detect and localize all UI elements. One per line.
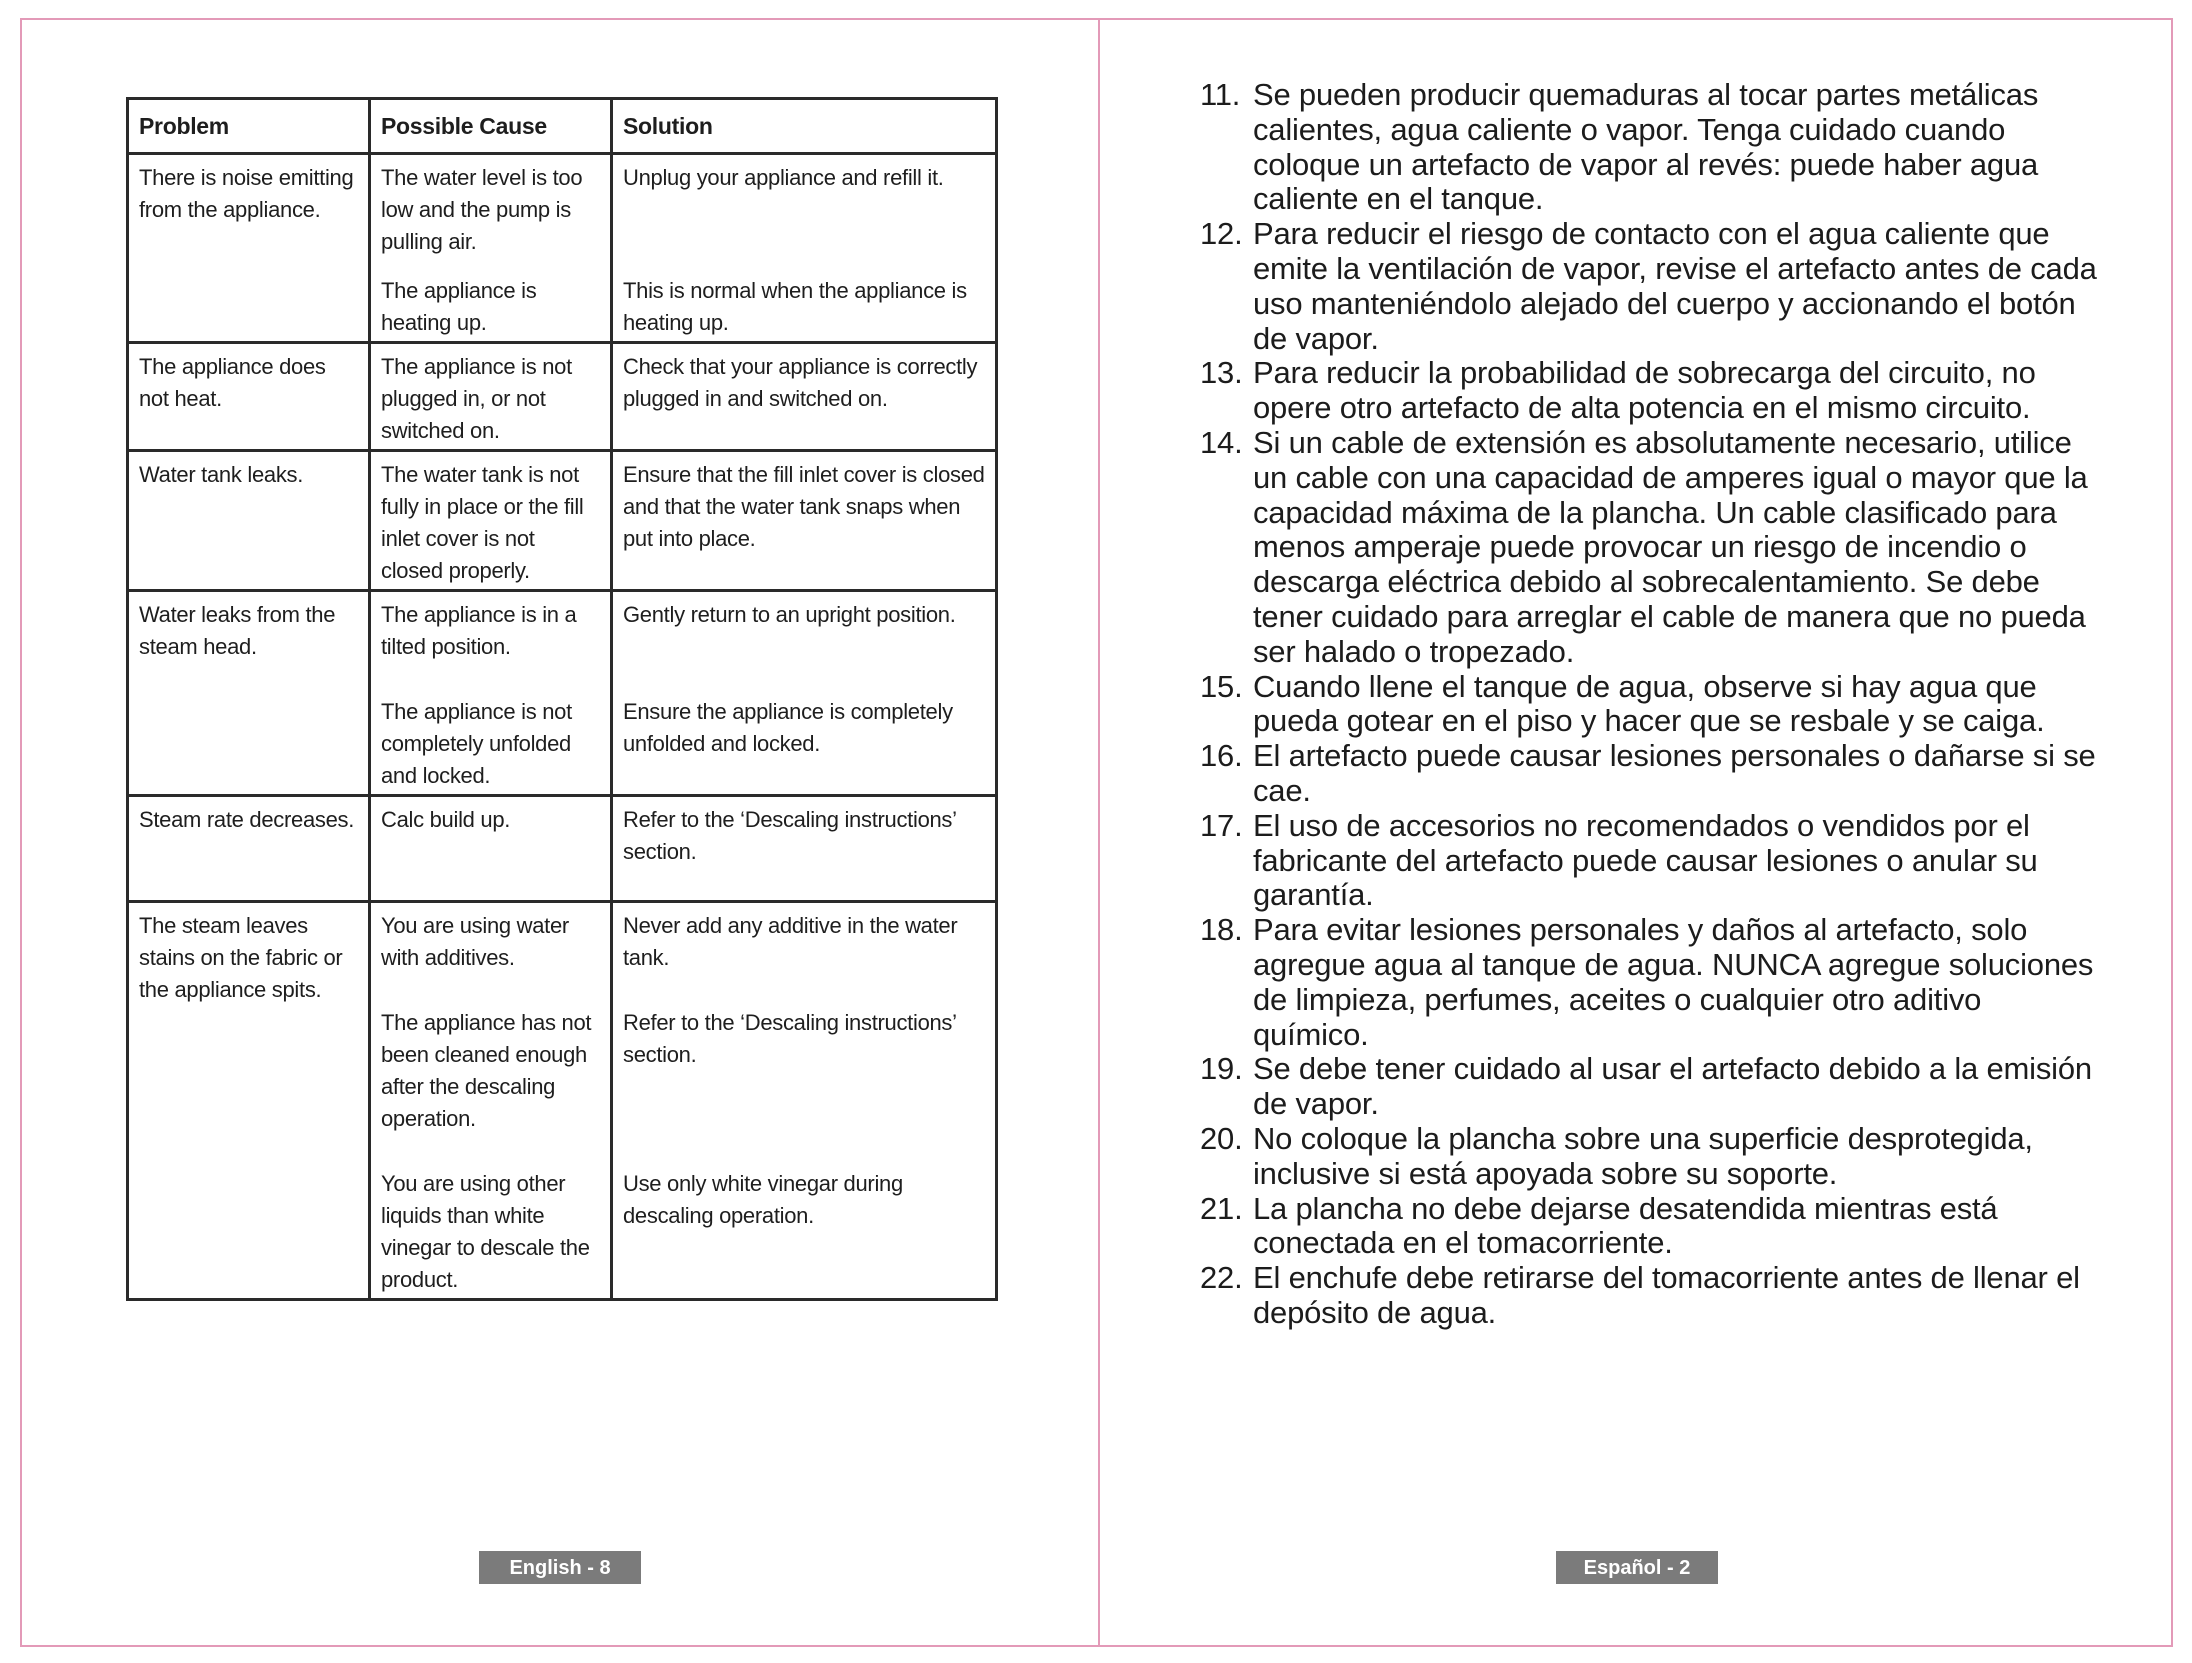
page-fold-divider xyxy=(1098,18,1100,1647)
item-number: 16. xyxy=(1200,738,1243,774)
cause-cell xyxy=(370,902,612,1300)
list-item xyxy=(1200,809,2100,913)
list-item xyxy=(1200,1261,2100,1331)
item-number: 19. xyxy=(1200,1051,1243,1087)
item-text: El uso de accesorios no recomendados o vendidos por el fabricante del artefacto puede causar lesiones o anular su garantía. xyxy=(1253,807,2038,913)
problem-cell: The steam leaves stains on the fabric or the appliance spits. xyxy=(128,902,370,1300)
solution-cell: Refer to the ‘Descaling instructions’ section. xyxy=(612,796,997,902)
solution-cell xyxy=(612,902,997,1300)
solution-text: Ensure the appliance is completely unfolded and locked. xyxy=(623,699,953,756)
item-text: La plancha no debe dejarse desatendida mientras está conectada en el tomacorriente. xyxy=(1253,1190,1998,1261)
item-number: 21. xyxy=(1200,1190,1243,1226)
item-text: Se debe tener cuidado al usar el artefacto debido a la emisión de vapor. xyxy=(1253,1051,2092,1122)
item-text: El enchufe debe retirarse del tomacorriente antes de llenar el depósito de agua. xyxy=(1253,1260,2080,1330)
list-item xyxy=(1200,1052,2100,1122)
item-text: Cuando llene el tanque de agua, observe si hay agua que pueda gotear en el piso y hacer que se resbale y se caiga. xyxy=(1253,668,2045,739)
cause-cell: The appliance is not plugged in, or not switched on. xyxy=(370,343,612,451)
item-number: 17. xyxy=(1200,807,1243,843)
item-number: 22. xyxy=(1200,1260,1243,1296)
list-item xyxy=(1200,739,2100,809)
problem-cell: There is noise emitting from the appliance. xyxy=(128,154,370,343)
list-item xyxy=(1200,1122,2100,1192)
item-number: 18. xyxy=(1200,912,1243,948)
table-row xyxy=(128,902,997,1300)
item-text: Para reducir la probabilidad de sobrecarga del circuito, no opere otro artefacto de alta potencia en el mismo circuito. xyxy=(1253,355,2036,426)
header-possible-cause: Possible Cause xyxy=(370,99,612,154)
page-number-right: Español - 2 xyxy=(1556,1551,1718,1584)
cause-text: The appliance is not completely unfolded and locked. xyxy=(381,699,572,788)
list-item xyxy=(1200,913,2100,1052)
item-number: 14. xyxy=(1200,424,1243,460)
problem-cell: The appliance does not heat. xyxy=(128,343,370,451)
list-item xyxy=(1200,1192,2100,1262)
item-number: 20. xyxy=(1200,1120,1243,1156)
list-item xyxy=(1200,426,2100,670)
problem-cell: Water leaks from the steam head. xyxy=(128,591,370,796)
item-number: 12. xyxy=(1200,216,1243,252)
cause-cell: Calc build up. xyxy=(370,796,612,902)
cause-text: The appliance is in a tilted position. xyxy=(381,602,577,659)
list-item xyxy=(1200,217,2100,356)
cause-text: The water level is too low and the pump is pulling air. xyxy=(381,165,583,254)
item-text: Para reducir el riesgo de contacto con el agua caliente que emite la ventilación de vapor, revise el artefacto antes de cada uso manteniéndolo alejado del cuerpo y accionando el botón de vapor. xyxy=(1253,216,2097,356)
item-number: 11. xyxy=(1200,77,1241,112)
item-text: Si un cable de extensión es absolutamente necesario, utilice un cable con una capacidad de amperes igual o mayor que la capacidad máxima de la plancha. Un cable clasificado para menos amperaje puede provocar un riesgo de incendio o descarga eléctrica debido al sobrecalentamiento. Se debe tener cuidado para arreglar el cable de manera que no pueda ser halado o tropezado. xyxy=(1253,424,2088,669)
item-number: 13. xyxy=(1200,355,1243,391)
problem-cell: Water tank leaks. xyxy=(128,451,370,591)
solution-text: This is normal when the appliance is heating up. xyxy=(623,278,967,335)
item-text: Se pueden producir quemaduras al tocar partes metálicas calientes, agua caliente o vapor. Tenga cuidado cuando coloque un artefacto de vapor al revés: puede haber agua caliente en el tanque. xyxy=(1253,77,2039,217)
solution-text: Use only white vinegar during descaling operation. xyxy=(623,1171,903,1228)
solution-cell xyxy=(612,154,997,343)
solution-text: Never add any additive in the water tank. xyxy=(623,913,958,970)
solution-text: Refer to the ‘Descaling instructions’ section. xyxy=(623,1010,956,1067)
problem-cell: Steam rate decreases. xyxy=(128,796,370,902)
solution-text: Unplug your appliance and refill it. xyxy=(623,165,944,190)
solution-cell: Check that your appliance is correctly plugged in and switched on. xyxy=(612,343,997,451)
cause-cell xyxy=(370,154,612,343)
table-row xyxy=(128,154,997,343)
solution-text: Gently return to an upright position. xyxy=(623,602,956,627)
page-number-left: English - 8 xyxy=(479,1551,641,1584)
table-row xyxy=(128,591,997,796)
header-solution: Solution xyxy=(612,99,997,154)
cause-text: The appliance has not been cleaned enough after the descaling operation. xyxy=(381,1010,592,1131)
solution-cell: Ensure that the fill inlet cover is closed and that the water tank snaps when put into place. xyxy=(612,451,997,591)
table-header-row xyxy=(128,99,997,154)
item-text: Para evitar lesiones personales y daños al artefacto, solo agregue agua al tanque de agua. NUNCA agregue soluciones de limpieza, perfumes, aceites o cualquier otro aditivo químico. xyxy=(1253,912,2094,1052)
cause-cell xyxy=(370,591,612,796)
table-row xyxy=(128,796,997,902)
safety-instructions-list xyxy=(1200,78,2100,1331)
solution-cell xyxy=(612,591,997,796)
item-text: No coloque la plancha sobre una superficie desprotegida, inclusive si está apoyada sobre su soporte. xyxy=(1253,1120,2033,1191)
table-row xyxy=(128,343,997,451)
cause-text: You are using water with additives. xyxy=(381,913,569,970)
cause-text: The appliance is heating up. xyxy=(381,278,537,335)
list-item xyxy=(1200,78,2100,217)
table-row xyxy=(128,451,997,591)
list-item xyxy=(1200,670,2100,740)
cause-text: You are using other liquids than white vinegar to descale the product. xyxy=(381,1171,590,1292)
troubleshooting-table xyxy=(126,97,998,1301)
header-problem: Problem xyxy=(128,99,370,154)
item-number: 15. xyxy=(1200,668,1243,704)
cause-cell: The water tank is not fully in place or the fill inlet cover is not closed properly. xyxy=(370,451,612,591)
item-text: El artefacto puede causar lesiones personales o dañarse si se cae. xyxy=(1253,738,2096,808)
list-item xyxy=(1200,356,2100,426)
